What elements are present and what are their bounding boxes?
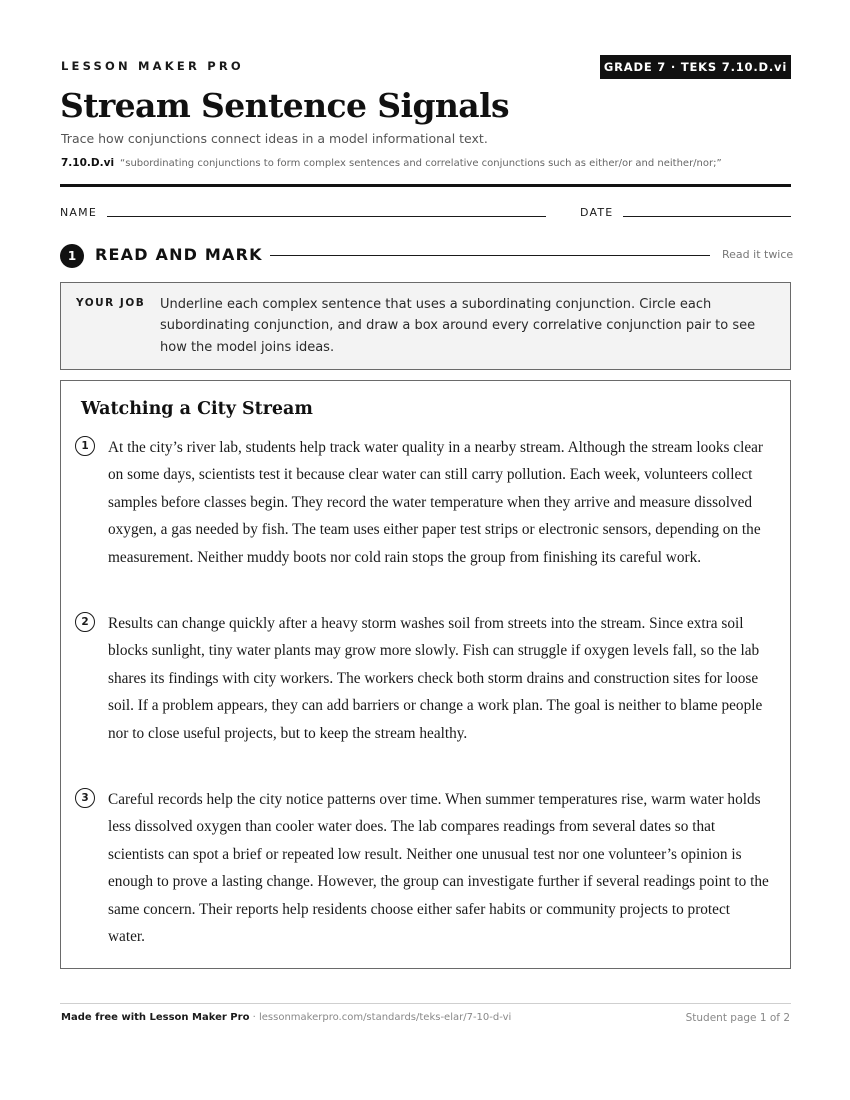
date-field[interactable] (623, 216, 791, 217)
brand-name: LESSON MAKER PRO (61, 59, 244, 73)
footer-divider (60, 1003, 791, 1004)
passage-title: Watching a City Stream (81, 399, 313, 419)
paragraph-3: Careful records help the city notice patterns over time. When summer temperatures rise, warm water holds less dissolved oxygen than cooler water does. The lab compares readings from several dates so that scientists can spot a brief or repeated low result. Neither one unusual test nor one volunteer’s opinion is enough to prove a lasting change. However, the group can investigate further if several readings point to the same concern. Their reports help residents choose either safer habits or community projects to protect water. (108, 791, 769, 946)
instructions-label: YOUR JOB (76, 297, 146, 309)
paragraph-number-3: 3 (75, 788, 95, 808)
passage-box (60, 380, 791, 969)
section-title: READ AND MARK (95, 245, 263, 264)
paragraph-2: Results can change quickly after a heavy storm washes soil from streets into the stream. Since extra soil blocks sunlight, tiny water plants may grow more slowly. Fish can struggle if oxygen levels fall, so the lab shares its findings with city workers. The workers check both storm drains and construction sites for loose soil. If a problem appears, they can add barriers or change a work plan. The goal is neither to blame people nor to close useful projects, but to keep the stream healthy. (108, 615, 763, 742)
header-divider (60, 184, 791, 187)
paragraph-number-2: 2 (75, 612, 95, 632)
standard-code: 7.10.D.vi (61, 157, 115, 169)
section-divider (270, 255, 710, 256)
footer-url: · lessonmakerpro.com/standards/teks-elar/7-10-d-vi (249, 1012, 512, 1023)
name-label: NAME (60, 206, 97, 219)
section-hint: Read it twice (722, 248, 794, 261)
name-field[interactable] (107, 216, 546, 217)
paragraph-number-1: 1 (75, 436, 95, 456)
grade-standard-badge: GRADE 7 · TEKS 7.10.D.vi (600, 55, 791, 79)
footer-made-with: Made free with Lesson Maker Pro (61, 1012, 250, 1023)
instructions-box (60, 282, 791, 370)
instructions-text: Underline each complex sentence that uses a subordinating conjunction. Circle each subordinating conjunction, and draw a box around every correlative conjunction pair to see how the model joins ideas. (160, 297, 756, 355)
page-title: Stream Sentence Signals (60, 86, 510, 125)
page-subtitle: Trace how conjunctions connect ideas in a model informational text. (61, 131, 488, 146)
standard-text: “subordinating conjunctions to form complex sentences and correlative conjunctions such as either/or and neither/nor;” (120, 158, 722, 169)
footer-page-number: Student page 1 of 2 (685, 1012, 790, 1024)
section-number-badge: 1 (60, 244, 84, 268)
footer-credit (61, 1012, 511, 1023)
date-label: DATE (580, 206, 614, 219)
paragraph-1: At the city’s river lab, students help track water quality in a nearby stream. Although the stream looks clear on some days, scientists test it because clear water can still carry pollution. Each week, volunteers collect samples before classes begin. They record the water temperature when they arrive and measure dissolved oxygen, a gas needed by fish. The team uses either paper test strips or electronic sensors, depending on the measurement. Neither muddy boots nor cold rain stops the group from finishing its careful work. (108, 439, 764, 566)
standard-line (61, 157, 722, 169)
